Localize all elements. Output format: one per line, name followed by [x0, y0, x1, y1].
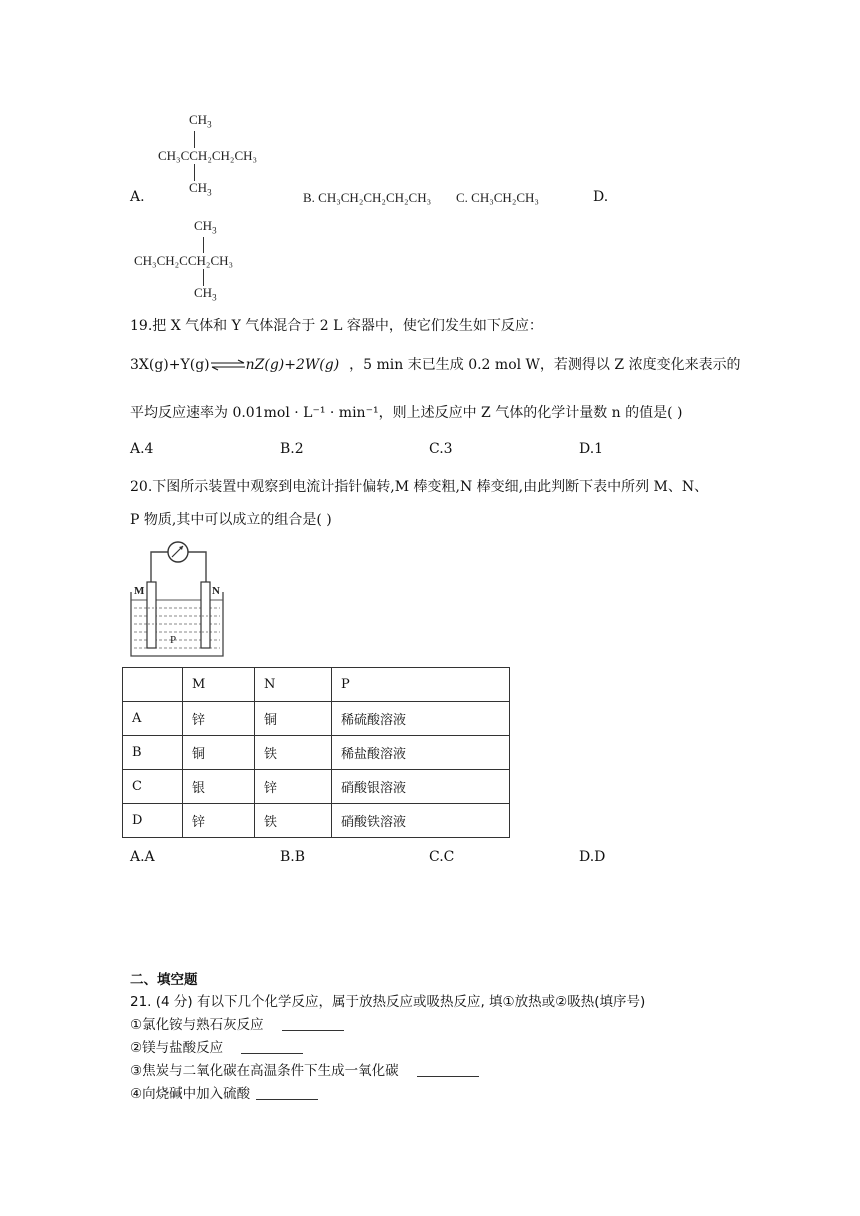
q21-item-1: ①氯化铵与熟石灰反应	[130, 1013, 344, 1033]
struct-a-top-methyl: $CH_3$	[189, 112, 212, 130]
answer-blank[interactable]	[256, 1099, 318, 1100]
answer-blank[interactable]	[417, 1076, 479, 1077]
option-a-label: A.	[130, 189, 145, 205]
table-row	[123, 804, 510, 838]
option-d-label: D.	[593, 189, 609, 205]
q21-stem: 21. (4 分) 有以下几个化学反应，属于放热反应或吸热反应, 填①放热或②吸热(填序号)	[130, 994, 646, 1010]
q21-item-4: ④向烧碱中加入硫酸	[130, 1082, 318, 1102]
q20-option-b: B.B	[280, 849, 306, 865]
solution-p-label: P	[170, 634, 177, 646]
q19-line3: 平均反应速率为 0.01mol · L⁻¹ · min⁻¹，则上述反应中 Z 气体的化学计量数 n 的值是( )	[130, 405, 683, 421]
struct-a-main-chain: CH₃CCH₂CH₂CH₃	[158, 148, 258, 163]
q20-option-a: A.A	[130, 849, 155, 865]
table-header-cell: N	[255, 668, 332, 702]
answer-blank[interactable]	[241, 1053, 303, 1054]
table-cell: 锌	[183, 804, 255, 838]
q20-option-c: C.C	[429, 849, 455, 865]
section-title: 二、填空题	[130, 972, 198, 988]
table-cell: 锌	[255, 770, 332, 804]
table-row	[123, 770, 510, 804]
q20-option-d: D.D	[579, 849, 606, 865]
struct-a-bond-bottom	[194, 164, 195, 181]
struct-d-bond-top	[203, 237, 204, 253]
table-cell: 铁	[255, 736, 332, 770]
struct-d-bottom-methyl: $CH_3$	[194, 285, 217, 303]
q19-eq-left: 3X(g)+Y(g)	[130, 357, 210, 373]
table-cell: 硝酸银溶液	[332, 770, 510, 804]
struct-d-bond-bottom	[203, 269, 204, 286]
struct-a-bottom-methyl: $CH_3$	[189, 180, 212, 198]
option-c: C. CH₃CH₂CH₃	[456, 190, 539, 205]
struct-d-main-chain: CH₃CH₂CCH₂CH₃	[134, 253, 234, 268]
q19-line1: 19.把 X 气体和 Y 气体混合于 2 L 容器中，使它们发生如下反应：	[130, 318, 543, 334]
q21-item-3: ③焦炭与二氧化碳在高温条件下生成一氧化碳	[130, 1059, 479, 1079]
table-cell: 铁	[255, 804, 332, 838]
table-header-row	[123, 668, 510, 702]
table-cell: 稀硫酸溶液	[332, 702, 510, 736]
table-cell: 稀盐酸溶液	[332, 736, 510, 770]
q19-equation	[130, 354, 741, 374]
table-cell: 铜	[255, 702, 332, 736]
table-cell: A	[123, 702, 183, 736]
struct-d-top-methyl: $CH_3$	[194, 218, 217, 236]
table-cell: 铜	[183, 736, 255, 770]
q20-line1: 20.下图所示装置中观察到电流计指针偏转,M 棒变粗,N 棒变细,由此判断下表中所列 M、N、	[130, 479, 709, 495]
q19-option-d: D.1	[579, 441, 604, 457]
q19-option-c: C.3	[429, 441, 453, 457]
table-row	[123, 736, 510, 770]
q19-line2-tail: ，5 min 末已生成 0.2 mol W，若测得以 Z 浓度变化来表示的	[349, 357, 741, 373]
equilibrium-arrow-icon	[210, 359, 246, 371]
table-header-cell: P	[332, 668, 510, 702]
galvanic-cell-figure	[126, 536, 230, 660]
table-cell: 锌	[183, 702, 255, 736]
table-cell: B	[123, 736, 183, 770]
table-cell: D	[123, 804, 183, 838]
q19-option-b: B.2	[280, 441, 304, 457]
table-cell: 硝酸铁溶液	[332, 804, 510, 838]
electrode-m-label: M	[134, 585, 145, 597]
table-header-cell: M	[183, 668, 255, 702]
answer-blank[interactable]	[282, 1030, 344, 1031]
struct-a-bond-top	[194, 131, 195, 148]
q21-item-2: ②镁与盐酸反应	[130, 1036, 303, 1056]
q19-eq-right: nZ(g)+2W(g)	[245, 357, 340, 373]
galvanometer-icon	[168, 542, 188, 562]
table-cell: C	[123, 770, 183, 804]
table-header-cell	[123, 668, 183, 702]
table-row	[123, 702, 510, 736]
q20-table	[122, 667, 510, 838]
q20-line2: P 物质,其中可以成立的组合是( )	[130, 512, 332, 528]
table-cell: 银	[183, 770, 255, 804]
electrode-n-label: N	[212, 585, 220, 597]
galvanic-cell-drawing	[126, 536, 230, 660]
option-b: B. CH₃CH₂CH₂CH₂CH₃	[303, 190, 432, 205]
q19-option-a: A.4	[130, 441, 154, 457]
